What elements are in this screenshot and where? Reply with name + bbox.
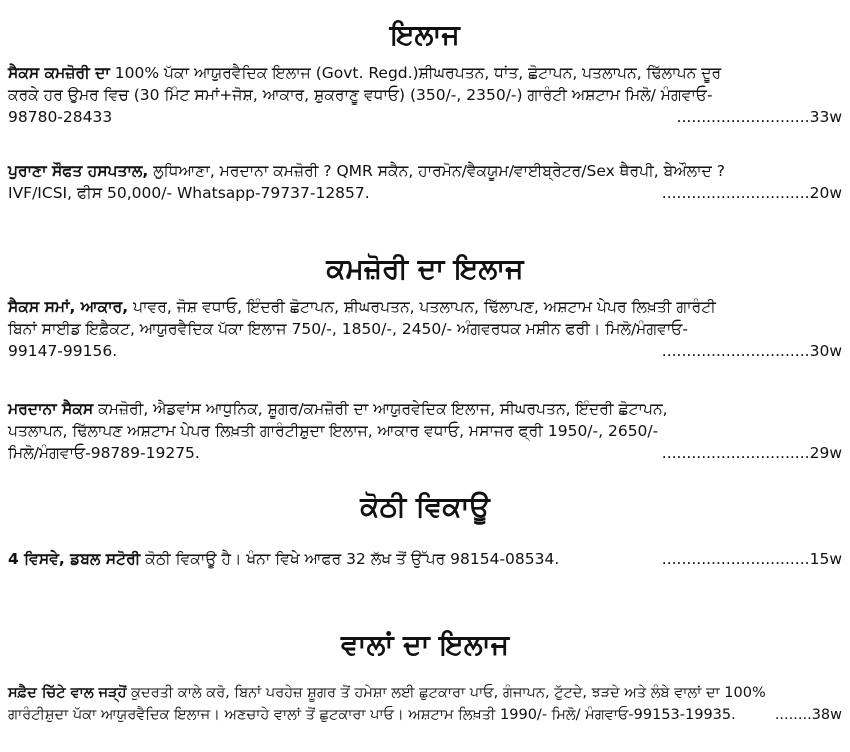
ad-rate: 38w	[811, 707, 842, 723]
ad-text: ਕਮਜ਼ੋਰੀ, ਐਡਵਾਂਸ ਆਧੁਨਿਕ, ਸ਼ੂਗਰ/ਕਮਜ਼ੋਰੀ ਦਾ ਆਯੁਰਵੇਦਿਕ ਇਲਾਜ, ਸੀਘਰਪਤਨ, ਇੰਦਰੀ ਛੋਟਾਪਨ,	[93, 400, 668, 418]
ad-line-1	[8, 62, 842, 84]
ad-rate: 15w	[809, 550, 842, 568]
ad-footer-row	[8, 548, 842, 570]
ad-kothi-khanna	[8, 548, 842, 570]
ad-line-1	[8, 682, 842, 704]
ad-text-contact: IVF/ICSI, ਫੀਸ 50,000/- Whatsapp-79737-12857.	[8, 184, 370, 202]
dot-leader: ..............................	[661, 184, 810, 202]
ad-text: ਕੋਠੀ ਵਿਕਾਊ ਹੈ। ਖੰਨਾ ਵਿਖੇ ਆਫਰ 32 ਲੱਖ ਤੋਂ ਉੱਪਰ 98154-08534.	[140, 550, 560, 568]
ad-line-1	[8, 296, 842, 318]
ad-footer-row	[8, 182, 842, 204]
dot-leader: ..............................	[661, 342, 810, 360]
ad-rate: 33w	[809, 108, 842, 126]
section-heading-ilaj: ਇਲਾਜ	[390, 18, 460, 51]
ad-lead: ਪੁਰਾਣਾ ਸੌਫਤ ਹਸਪਤਾਲ,	[8, 162, 149, 180]
ad-footer-row	[8, 442, 842, 464]
ad-lead: ਸਫ਼ੈਦ ਚਿੱਟੇ ਵਾਲ ਜੜ੍ਹੋਂ	[8, 685, 127, 701]
ad-line-1	[8, 398, 842, 420]
ad-text: 100% ਪੱਕਾ ਆਯੁਰਵੈਦਿਕ ਇਲਾਜ (Govt. Regd.)ਸ਼ੀਘਰਪਤਨ, ਧਾਂਤ, ਛੋਟਾਪਨ, ਪਤਲਾਪਨ, ਢਿੱਲਾਪਨ ਦੂਰ	[109, 64, 722, 82]
dot-leader: ...........................	[676, 108, 810, 126]
ad-footer-row	[8, 340, 842, 362]
dot-leader: ..............................	[661, 444, 810, 462]
ad-male-sex-weakness	[8, 398, 842, 464]
ad-lead: 4 ਵਿਸਵੇ, ਡਬਲ ਸਟੋਰੀ	[8, 550, 141, 568]
ad-rate: 20w	[809, 184, 842, 202]
ad-lead: ਮਰਦਾਨਾ ਸੈਕਸ	[8, 400, 94, 418]
ad-white-hair-treatment	[8, 682, 842, 726]
ad-sex-weakness-ayurvedic	[8, 62, 842, 128]
ad-phone: ਮਿਲੋ/ਮੰਗਵਾਓ-98789-19275.	[8, 444, 200, 462]
section-heading-weakness-treatment: ਕਮਜ਼ੋਰੀ ਦਾ ਇਲਾਜ	[326, 252, 524, 285]
ad-rate: 29w	[809, 444, 842, 462]
ad-text: ਪਾਵਰ, ਜੋਸ਼ ਵਧਾਓ, ਇੰਦਰੀ ਛੋਟਾਪਨ, ਸ਼ੀਘਰਪਤਨ, ਪਤਲਾਪਨ, ਢਿੱਲਾਪਣ, ਅਸ਼ਟਾਮ ਪੇਪਰ ਲਿਖ਼ਤੀ ਗਾਰੰਟੀ	[128, 298, 716, 316]
dot-leader: ........	[774, 707, 812, 723]
section-heading-kothi-for-sale: ਕੋਠੀ ਵਿਕਾਊ	[360, 490, 490, 523]
section-heading-hair-treatment: ਵਾਲਾਂ ਦਾ ਇਲਾਜ	[341, 628, 509, 661]
ad-lead: ਸੈਕਸ ਸਮਾਂ, ਆਕਾਰ,	[8, 298, 129, 316]
ad-sex-time-size	[8, 296, 842, 362]
ad-line-1	[8, 160, 842, 182]
ad-phone: 99147-99156.	[8, 342, 118, 360]
ad-old-hospital-ludhiana	[8, 160, 842, 204]
ad-text: ਕੁਦਰਤੀ ਕਾਲੇ ਕਰੋ, ਬਿਨਾਂ ਪਰਹੇਜ਼ ਸ਼ੂਗਰ ਤੋਂ ਹਮੇਸ਼ਾ ਲਈ ਛੁਟਕਾਰਾ ਪਾਓ, ਗੰਜਾਪਨ, ਟੁੱਟਦੇ, ਝੜਦੇ ਅਤੇ ਲੰਬੇ ਵਾਲਾਂ ਦਾ 100%	[126, 685, 766, 701]
dot-leader: ..............................	[661, 550, 810, 568]
ad-lead: ਸੈਕਸ ਕਮਜ਼ੋਰੀ ਦਾ	[8, 64, 110, 82]
ad-line-2: ਬਿਨਾਂ ਸਾਈਡ ਇਫ਼ੈਕਟ, ਆਯੁਰਵੈਦਿਕ ਪੱਕਾ ਇਲਾਜ 750/-, 1850/-, 2450/- ਅੰਗਵਰਧਕ ਮਸ਼ੀਨ ਫਰੀ। ਮਿਲੋ/ਮੰਗਵਾਓ-	[8, 320, 688, 338]
ad-line-2: ਕਰਕੇ ਹਰ ਉਮਰ ਵਿਚ (30 ਮਿੰਟ ਸਮਾਂ+ਜੋਸ਼, ਆਕਾਰ, ਸ਼ੁਕਰਾਣੂ ਵਧਾਓ) (350/-, 2350/-) ਗਾਰੰਟੀ ਅਸ਼ਟਾਮ ਮਿਲੋ/ ਮੰਗਵਾਓ-	[8, 86, 713, 104]
ad-text-contact: ਗਾਰੰਟੀਸ਼ੁਦਾ ਪੱਕਾ ਆਯੁਰਵੈਦਿਕ ਇਲਾਜ। ਅਣਚਾਹੇ ਵਾਲਾਂ ਤੋਂ ਛੁਟਕਾਰਾ ਪਾਓ। ਅਸ਼ਟਾਮ ਲਿਖ਼ਤੀ 1990/- ਮਿਲੋ/ ਮੰਗਵਾਓ-99153-19935.	[8, 707, 736, 723]
ad-footer-row	[8, 106, 842, 128]
ad-text: ਲੁਧਿਆਣਾ, ਮਰਦਾਨਾ ਕਮਜ਼ੋਰੀ ? QMR ਸਕੈਨ, ਹਾਰਮੋਨ/ਵੈਕਯੂਮ/ਵਾਈਬ੍ਰੇਟਰ/Sex ਥੈਰਪੀ, ਬੇਔਲਾਦ ?	[148, 162, 725, 180]
ad-phone: 98780-28433	[8, 108, 113, 126]
ad-footer-row	[8, 704, 842, 726]
ad-rate: 30w	[809, 342, 842, 360]
ad-line-2: ਪਤਲਾਪਨ, ਢਿੱਲਾਪਣ ਅਸ਼ਟਾਮ ਪੇਪਰ ਲਿਖ਼ਤੀ ਗਾਰੰਟੀਸ਼ੁਦਾ ਇਲਾਜ, ਆਕਾਰ ਵਧਾਓ, ਮਸਾਜਰ ਫ੍ਰੀ 1950/-, 2650/-	[8, 422, 659, 440]
